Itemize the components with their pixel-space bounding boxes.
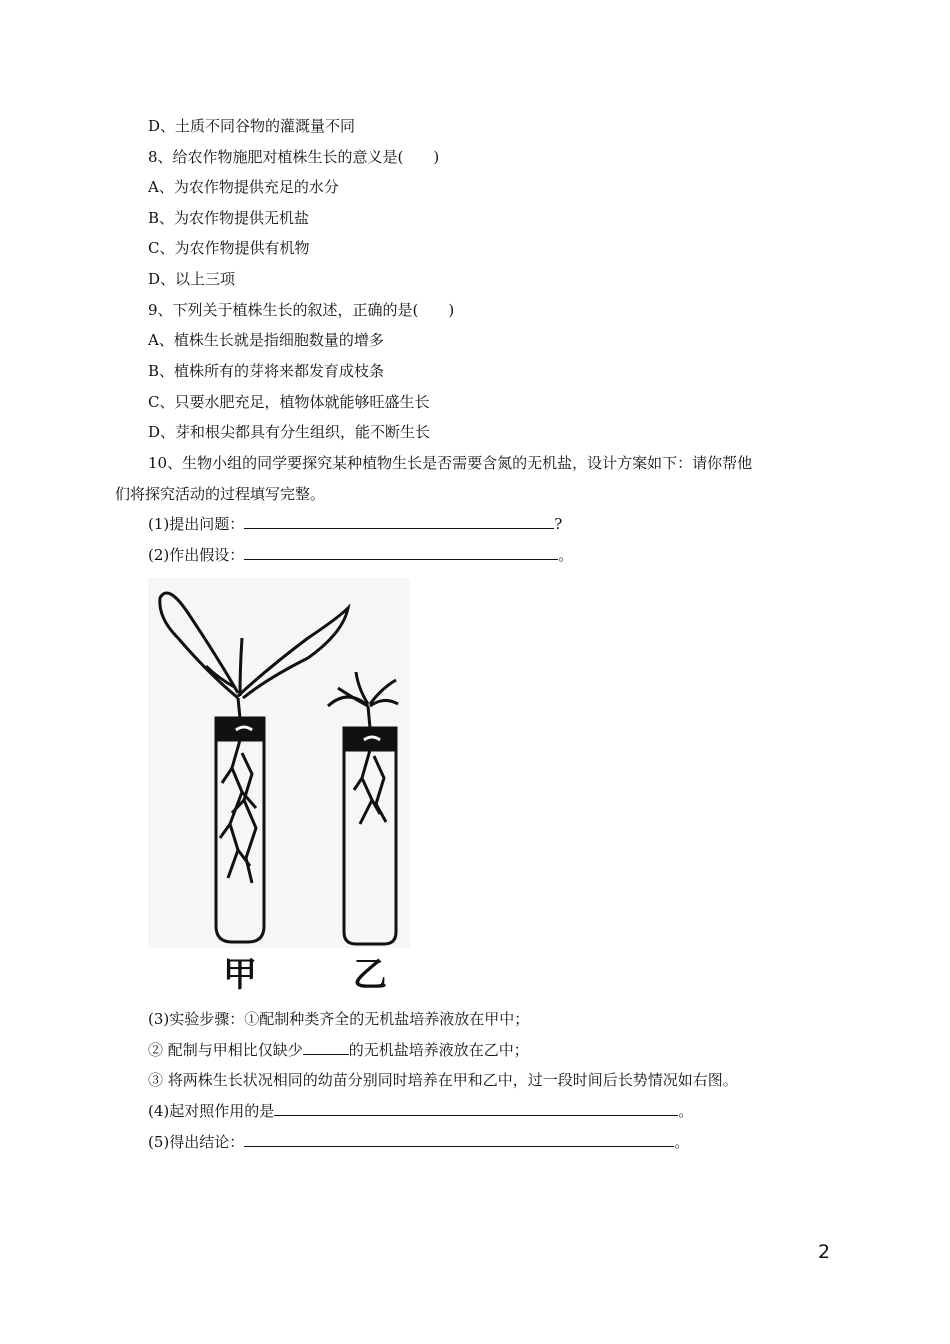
step2-answer-blank[interactable]	[244, 545, 558, 560]
step5-label: (5)得出结论：	[148, 1133, 245, 1151]
q10-stem-line1: 10、生物小组的同学要探究某种植物生长是否需要含氮的无机盐，设计方案如下：请你帮他	[148, 454, 753, 472]
q8-stem: 8、给农作物施肥对植株生长的意义是( )	[148, 148, 440, 166]
figure-label-yi: 乙	[353, 955, 387, 995]
q10-step1	[148, 514, 562, 534]
q9-option-a: A、植株生长就是指细胞数量的增多	[148, 331, 384, 349]
step5-answer-blank[interactable]	[244, 1132, 674, 1147]
q9-option-c: C、只要水肥充足，植物体就能够旺盛生长	[148, 393, 430, 411]
q9-option-d: D、芽和根尖都具有分生组织，能不断生长	[148, 423, 431, 441]
step1-answer-blank[interactable]	[244, 514, 554, 529]
q10-step4	[148, 1101, 693, 1121]
step3-line2-a: ② 配制与甲相比仅缺少	[148, 1041, 303, 1059]
q8-option-c: C、为农作物提供有机物	[148, 239, 310, 257]
step4-answer-blank[interactable]	[274, 1101, 678, 1116]
step3-line2-b: 的无机盐培养液放在乙中；	[348, 1041, 529, 1059]
seedling-illustration	[148, 578, 410, 998]
step1-end: ?	[554, 515, 563, 533]
step1-label: (1)提出问题：	[148, 515, 245, 533]
q10-step3-line1: (3)实验步骤：①配制种类齐全的无机盐培养液放在甲中；	[148, 1010, 530, 1028]
step4-end: 。	[678, 1102, 694, 1120]
q9-stem: 9、下列关于植株生长的叙述，正确的是( )	[148, 301, 455, 319]
q10-step3-line2	[148, 1040, 529, 1060]
figure-label-jia: 甲	[223, 955, 257, 995]
q8-option-d: D、以上三项	[148, 270, 236, 288]
q10-stem-line2: 们将探究活动的过程填写完整。	[115, 485, 326, 503]
q7-option-d: D、土质不同谷物的灌溉量不同	[148, 117, 356, 135]
step2-end: 。	[558, 546, 574, 564]
step2-label: (2)作出假设：	[148, 546, 245, 564]
q8-option-b: B、为农作物提供无机盐	[148, 209, 310, 227]
step5-end: 。	[674, 1133, 690, 1151]
q9-option-b: B、植株所有的芽将来都发育成枝条	[148, 362, 385, 380]
q8-option-a: A、为农作物提供充足的水分	[148, 178, 339, 196]
q10-step2	[148, 545, 573, 565]
page-number: 2	[818, 1241, 831, 1263]
test-tube-figure	[148, 578, 410, 998]
q10-step3-line3: ③ 将两株生长状况相同的幼苗分别同时培养在甲和乙中，过一段时间后长势情况如右图。	[148, 1071, 738, 1089]
q10-step5	[148, 1132, 689, 1152]
step4-label: (4)起对照作用的是	[148, 1102, 275, 1120]
step3-answer-blank[interactable]	[303, 1040, 349, 1055]
